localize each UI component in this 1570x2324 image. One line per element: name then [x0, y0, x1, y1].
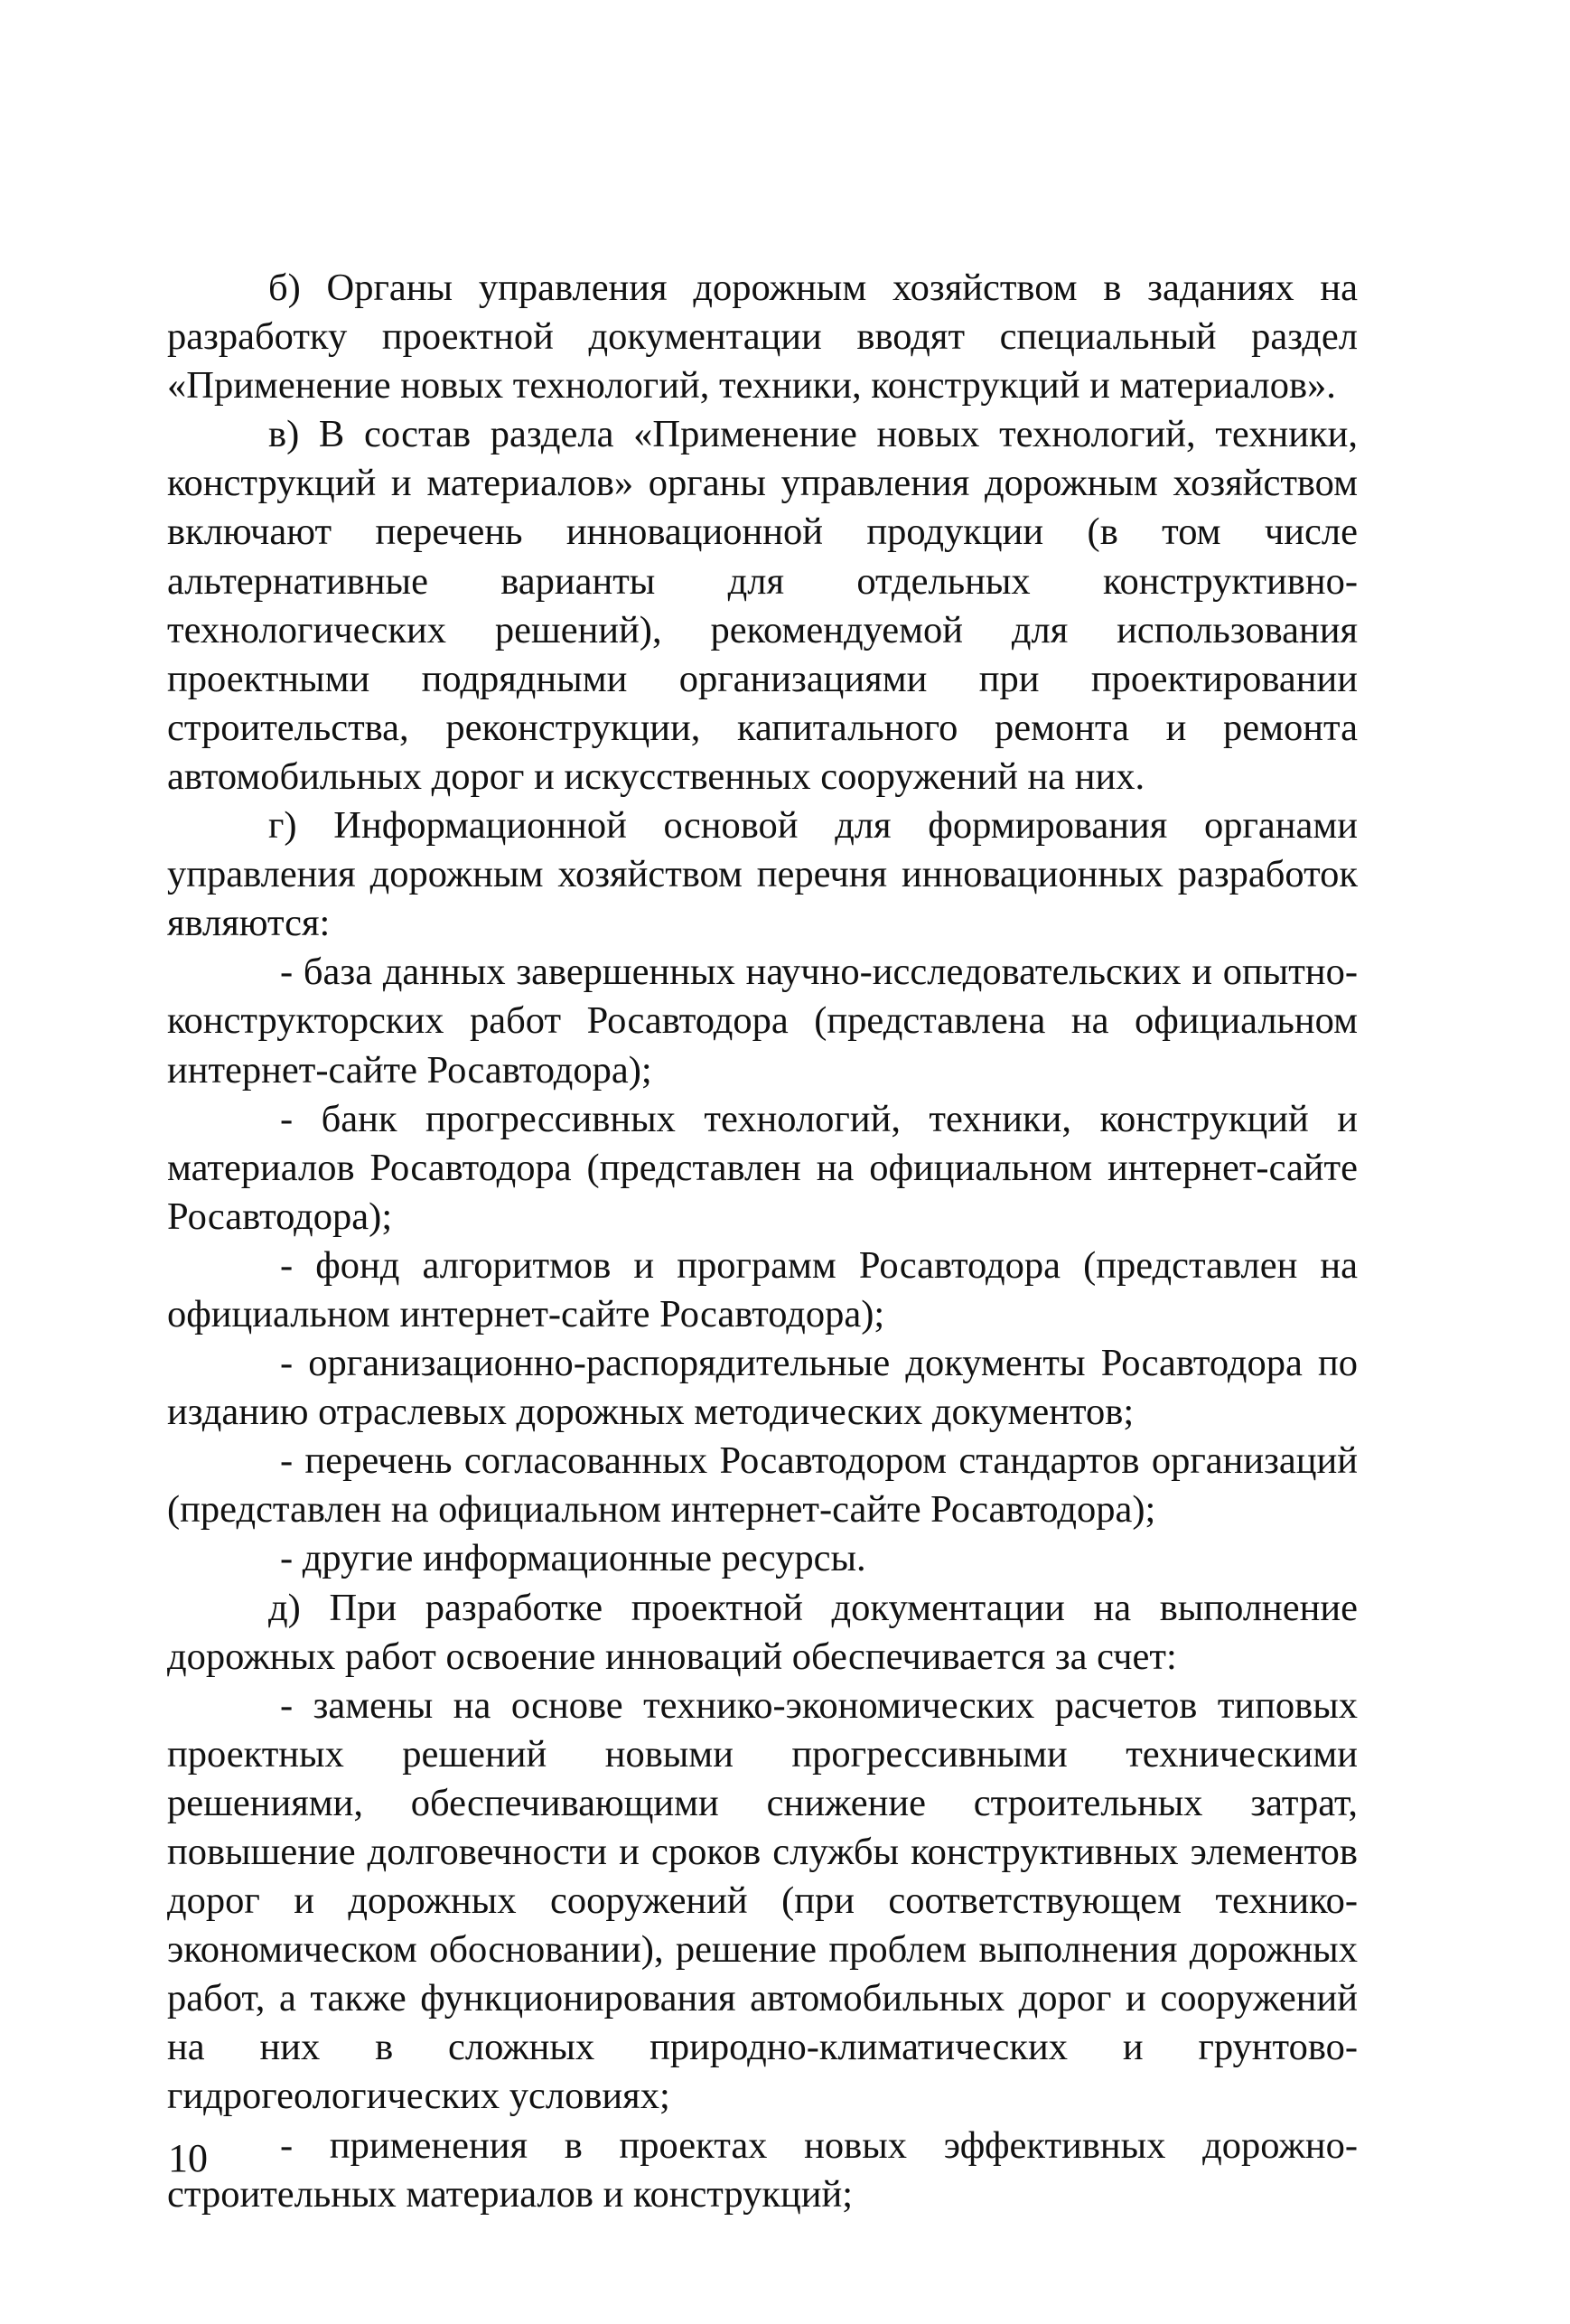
- page-number: 10: [168, 2136, 208, 2180]
- paragraph-v: в) В состав раздела «Применение новых технологий, техники, конструкций и материалов» органы управления дорожным хозяйством включают перечень инновационной продукции (в том числе альтернативные варианты для отдельных конструктивно-технологических решений), рекомендуемой для использования проектными подрядными организациями при проектировании строительства, реконструкции, капитального ремонта и ремонта автомобильных дорог и искусственных сооружений на них.: [167, 413, 1358, 798]
- list-item-technology-bank: - банк прогрессивных технологий, техники, конструкций и материалов Росавтодора (представлен на официальном интернет-сайте Росавтодора);: [167, 1097, 1358, 1238]
- list-item-database: - база данных завершенных научно-исследовательских и опытно-конструкторских работ Росавтодора (представлена на официальном интернет-сайте Росавтодора);: [167, 951, 1358, 1092]
- paragraph-g: г) Информационной основой для формирования органами управления дорожным хозяйством перечня инновационных разработок являются:: [167, 804, 1358, 945]
- list-item-standards: - перечень согласованных Росавтодором стандартов организаций (представлен на официальном интернет-сайте Росавтодора);: [167, 1439, 1358, 1532]
- list-item-replacement: - замены на основе технико-экономических расчетов типовых проектных решений новыми прогрессивными техническими решениями, обеспечивающими снижение строительных затрат, повышение долговечности и сроков службы конструктивных элементов дорог и дорожных сооружений (при соответствующем технико-экономическом обосновании), решение проблем выполнения дорожных работ, а также функционирования автомобильных дорог и сооружений на них в сложных природно-климатических и грунтово-гидрогеологических условиях;: [167, 1683, 1358, 2118]
- body-text: [167, 264, 1358, 2219]
- paragraph-b: б) Органы управления дорожным хозяйством в заданиях на разработку проектной документации вводят специальный раздел «Применение новых технологий, техники, конструкций и материалов».: [167, 267, 1358, 408]
- list-item-other-resources: - другие информационные ресурсы.: [280, 1537, 866, 1580]
- paragraph-d: д) При разработке проектной документации на выполнение дорожных работ освоение инноваций обеспечивается за счет:: [167, 1586, 1358, 1678]
- list-item-regulatory-documents: - организационно-распорядительные документы Росавтодора по изданию отраслевых дорожных методических документов;: [167, 1342, 1358, 1434]
- list-item-materials: - применения в проектах новых эффективных дорожно-строительных материалов и конструкций;: [167, 2123, 1358, 2216]
- list-item-algorithm-fund: - фонд алгоритмов и программ Росавтодора (представлен на официальном интернет-сайте Росавтодора);: [167, 1243, 1358, 1335]
